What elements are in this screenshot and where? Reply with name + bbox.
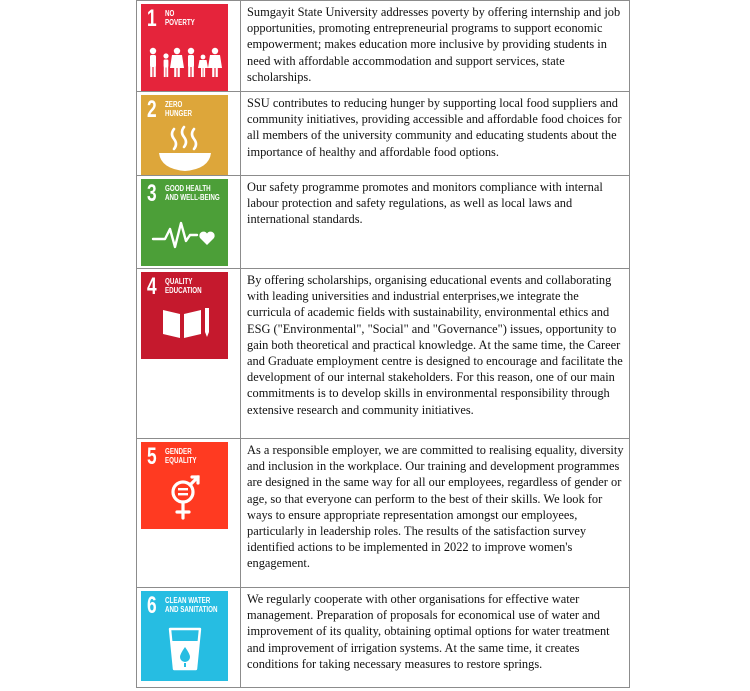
sdg-description: As a responsible employer, we are committed to realising equality, diversity and inclusion in the workplace. Our training and development programmes are designed in the same way for all our employees, regardless of gender or age, so that everyone can perform to the best of their skills. We look for ways to ensure appropriate representation amongst our employees, particularly in leadership roles. The results of the satisfaction survey identified actions to be implemented in 2022 to improve women's engagement. bbox=[241, 439, 630, 588]
goal-number: 2 bbox=[147, 96, 157, 123]
family-icon bbox=[141, 4, 228, 91]
water-glass-icon bbox=[141, 591, 228, 681]
book-pencil-icon bbox=[141, 272, 228, 359]
sdg-icon-cell bbox=[137, 92, 241, 176]
food-bowl-icon bbox=[141, 95, 228, 175]
goal-number: 4 bbox=[147, 273, 157, 300]
sdg-icon-cell bbox=[137, 588, 241, 688]
sdg-description: We regularly cooperate with other organisations for effective water management. Preparation of proposals for economical use of water and improvement of its quality, obtaining optimal options for water treatment and improvement of irrigation systems. At the same time, it creates conditions for taking necessary measures to restore springs. bbox=[241, 588, 630, 688]
goal-number: 6 bbox=[147, 592, 157, 619]
goal-number: 3 bbox=[147, 180, 157, 207]
sdg-tile-zero-hunger bbox=[141, 95, 228, 175]
sdg-icon-cell bbox=[137, 176, 241, 269]
goal-title: GENDER EQUALITY bbox=[165, 447, 197, 465]
sdg-description: SSU contributes to reducing hunger by supporting local food suppliers and community initiatives, providing accessible and affordable food choices for all members of the university community and educating students about the importance of healthy and affordable food options. bbox=[241, 92, 630, 176]
goal-title: CLEAN WATER AND SANITATION bbox=[165, 596, 218, 614]
sdg-row-4 bbox=[137, 269, 630, 439]
sdg-tile-good-health bbox=[141, 179, 228, 266]
goal-title: GOOD HEALTH AND WELL-BEING bbox=[165, 184, 220, 202]
goal-title: QUALITY EDUCATION bbox=[165, 277, 202, 295]
sdg-tile-gender-equality bbox=[141, 442, 228, 529]
sdg-description: Our safety programme promotes and monitors compliance with internal labour protection and safety regulations, as well as local laws and international standards. bbox=[241, 176, 630, 269]
sdg-tile-quality-education bbox=[141, 272, 228, 359]
gender-equality-icon bbox=[141, 442, 228, 529]
sdg-icon-cell bbox=[137, 439, 241, 588]
goal-number: 5 bbox=[147, 443, 157, 470]
sdg-description: By offering scholarships, organising educational events and collaborating with leading universities and industrial enterprises,we integrate the curricula of academic fields with sustainability, environmental ethics and ESG ("Environmental", "Social" and "Governance") issues, opportunity to gain both theoretical and practical knowledge. At the same time, the Career and Graduate employment centre is designed to encourage and facilitate the development of our internal stakeholders. For this reason, one of our main commitments is to develop skills in environmental responsibility through extensive research and community initiatives. bbox=[241, 269, 630, 439]
sdg-row-5 bbox=[137, 439, 630, 588]
sdg-row-3 bbox=[137, 176, 630, 269]
sdg-icon-cell bbox=[137, 1, 241, 92]
sdg-tile-no-poverty bbox=[141, 4, 228, 91]
sdg-description: Sumgayit State University addresses poverty by offering internship and job opportunities, promoting entrepreneurial programs to support economic empowerment; makes education more inclusive by providing students in need with affordable accommodation and support services, state scholarships. bbox=[241, 1, 630, 92]
sdg-row-2 bbox=[137, 92, 630, 176]
goal-title: NO POVERTY bbox=[165, 9, 195, 27]
sdg-row-1 bbox=[137, 1, 630, 92]
sdg-table bbox=[136, 0, 630, 688]
sdg-icon-cell bbox=[137, 269, 241, 439]
goal-number: 1 bbox=[147, 5, 157, 32]
goal-title: ZERO HUNGER bbox=[165, 100, 193, 118]
heartbeat-icon bbox=[141, 179, 228, 266]
sdg-row-6 bbox=[137, 588, 630, 688]
sdg-tile-clean-water bbox=[141, 591, 228, 681]
